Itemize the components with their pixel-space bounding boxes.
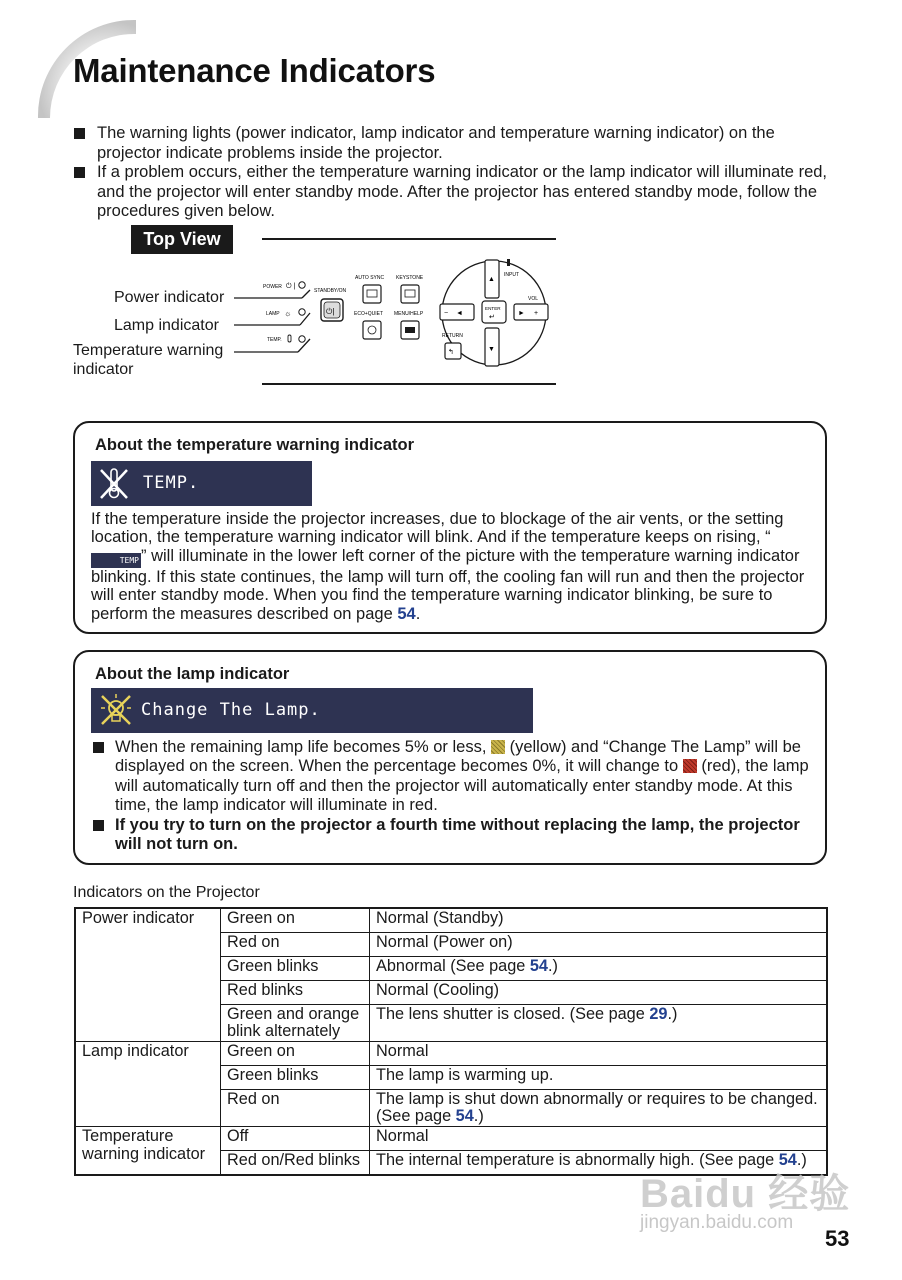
page-reference-link[interactable]: 54 bbox=[397, 604, 416, 623]
svg-text:⏻ |: ⏻ | bbox=[286, 283, 296, 290]
indicators-table bbox=[74, 907, 828, 1176]
lamp-indicator-label: Lamp indicator bbox=[114, 317, 219, 334]
temperature-warning-icon bbox=[97, 467, 133, 501]
table-state-cell: Red on bbox=[221, 1089, 370, 1126]
table-meaning-cell: The lens shutter is closed. (See page 29.) bbox=[370, 1004, 828, 1041]
temp-osd-banner bbox=[91, 461, 312, 506]
yellow-lamp-icon bbox=[491, 740, 505, 754]
lamp-bullet-list bbox=[91, 738, 816, 854]
svg-text:▲: ▲ bbox=[488, 276, 495, 283]
svg-text:►: ► bbox=[518, 310, 525, 317]
bullet-square-icon bbox=[74, 167, 85, 178]
panel-enter-label: ENTER bbox=[485, 306, 501, 311]
lamp-warning-icon bbox=[97, 692, 135, 728]
table-state-cell: Green on bbox=[221, 908, 370, 932]
panel-keystone-label: KEYSTONE bbox=[396, 275, 424, 281]
temperature-box-text: If the temperature inside the projector increases, due to blockage of the air vents, or the setting location, the temperature warning indicator will blink. And if the temperature keeps on rising, “TEMP ” will illuminate in the lower left corner of the picture with the temperature warning indicator blinking. If this state continues, the lamp will turn off, the cooling fan will run and then the projector will enter standby mode. When you find the temperature warning indicator blinking, be sure to perform the measures described on page 54. bbox=[91, 510, 805, 623]
panel-vol-label: VOL bbox=[528, 296, 539, 302]
svg-text:☼: ☼ bbox=[284, 309, 292, 318]
table-group-cell: Lamp indicator bbox=[75, 1041, 221, 1126]
baidu-watermark bbox=[640, 1162, 851, 1233]
table-state-cell: Green on bbox=[221, 1041, 370, 1065]
page-reference-link[interactable]: 29 bbox=[649, 1004, 668, 1023]
panel-lamp-label: LAMP bbox=[266, 311, 280, 317]
bullet-square-icon bbox=[74, 128, 85, 139]
intro-bullet-list bbox=[73, 124, 843, 222]
table-caption: Indicators on the Projector bbox=[73, 884, 260, 901]
projector-control-panel bbox=[230, 255, 560, 370]
table-state-cell: Red on bbox=[221, 932, 370, 956]
table-meaning-cell: Normal (Standby) bbox=[370, 908, 828, 932]
lamp-bullet: When the remaining lamp life becomes 5% or less, (yellow) and “Change The Lamp” will be displayed on the screen. When the percentage becomes 0%, it will change to (red), the lamp will automatically turn off and then the projector will automatically enter standby mode. At this time, the lamp indicator will illuminate in red. bbox=[91, 738, 816, 816]
lamp-info-box bbox=[73, 650, 827, 865]
svg-text:◄: ◄ bbox=[456, 310, 463, 317]
page-reference-link[interactable]: 54 bbox=[455, 1107, 474, 1126]
panel-return-label: RETURN bbox=[442, 333, 463, 339]
lamp-bullet: If you try to turn on the projector a fourth time without replacing the lamp, the projector will not turn on. bbox=[91, 816, 816, 855]
svg-text:▼: ▼ bbox=[488, 346, 495, 353]
diagram-top-rule bbox=[262, 238, 556, 240]
intro-bullet: If a problem occurs, either the temperature warning indicator or the lamp indicator will illuminate red, and the projector will enter standby mode. After the projector has entered standby mode, follow the procedures given below. bbox=[73, 163, 843, 222]
inline-temp-osd-icon: TEMP bbox=[91, 553, 141, 568]
table-state-cell: Green blinks bbox=[221, 956, 370, 980]
panel-input-label: INPUT bbox=[504, 272, 519, 278]
svg-text:⏻|: ⏻| bbox=[326, 307, 335, 316]
table-state-cell: Green blinks bbox=[221, 1065, 370, 1089]
table-state-cell: Green and orange blink alternately bbox=[221, 1004, 370, 1041]
temp-indicator-label-line1: Temperature warning bbox=[73, 342, 224, 359]
lamp-box-title: About the lamp indicator bbox=[95, 665, 290, 683]
panel-power-label: POWER bbox=[263, 284, 282, 290]
temperature-box-title: About the temperature warning indicator bbox=[95, 436, 415, 454]
panel-menu-help-label: MENU/HELP bbox=[394, 311, 424, 317]
page-reference-link[interactable]: 54 bbox=[529, 956, 548, 975]
panel-auto-sync-label: AUTO SYNC bbox=[355, 275, 385, 281]
table-meaning-cell: Normal bbox=[370, 1041, 828, 1065]
table-group-cell: Power indicator bbox=[75, 908, 221, 1041]
bullet-square-icon bbox=[93, 820, 104, 831]
table-meaning-cell: Normal bbox=[370, 1127, 828, 1151]
table-meaning-cell: Normal (Power on) bbox=[370, 932, 828, 956]
page-title: Maintenance Indicators bbox=[73, 52, 436, 89]
table-meaning-cell: Abnormal (See page 54.) bbox=[370, 956, 828, 980]
panel-eco-quiet-label: ECO+QUIET bbox=[354, 311, 384, 317]
page-reference-link[interactable]: 54 bbox=[778, 1151, 797, 1170]
panel-temp-label: TEMP. bbox=[267, 337, 282, 343]
table-state-cell: Red blinks bbox=[221, 980, 370, 1004]
panel-standby-label: STANDBY/ON bbox=[314, 288, 347, 294]
diagram-bottom-rule bbox=[262, 383, 556, 385]
power-indicator-label: Power indicator bbox=[114, 289, 225, 306]
table-row bbox=[75, 908, 827, 932]
lamp-osd-text: Change The Lamp. bbox=[141, 700, 321, 720]
bullet-square-icon bbox=[93, 742, 104, 753]
temperature-info-box bbox=[73, 421, 827, 634]
top-view-label: Top View bbox=[131, 225, 233, 254]
watermark-main-text: Baidu 经验 bbox=[640, 1172, 851, 1216]
watermark-url-text: jingyan.baidu.com bbox=[640, 1212, 794, 1233]
panel-minus-label: − bbox=[444, 310, 449, 317]
table-state-cell: Red on/Red blinks bbox=[221, 1151, 370, 1175]
table-meaning-cell: The internal temperature is abnormally high. (See page 54.) bbox=[370, 1151, 828, 1175]
table-row bbox=[75, 1041, 827, 1065]
panel-plus-label: + bbox=[534, 310, 539, 317]
table-state-cell: Off bbox=[221, 1127, 370, 1151]
lamp-osd-banner bbox=[91, 688, 533, 733]
table-meaning-cell: The lamp is shut down abnormally or requires to be changed. (See page 54.) bbox=[370, 1089, 828, 1126]
table-row bbox=[75, 1127, 827, 1151]
temp-osd-text: TEMP. bbox=[143, 473, 200, 493]
table-meaning-cell: The lamp is warming up. bbox=[370, 1065, 828, 1089]
red-lamp-icon bbox=[683, 759, 697, 773]
svg-text:↵: ↵ bbox=[489, 314, 495, 321]
table-meaning-cell: Normal (Cooling) bbox=[370, 980, 828, 1004]
page-number: 53 bbox=[825, 1226, 850, 1251]
temp-indicator-label-line2: indicator bbox=[73, 361, 134, 378]
table-group-cell: Temperature warning indicator bbox=[75, 1127, 221, 1175]
intro-bullet: The warning lights (power indicator, lamp indicator and temperature warning indicator) on the projector indicate problems inside the projector. bbox=[73, 124, 843, 163]
svg-text:↰: ↰ bbox=[448, 349, 454, 356]
